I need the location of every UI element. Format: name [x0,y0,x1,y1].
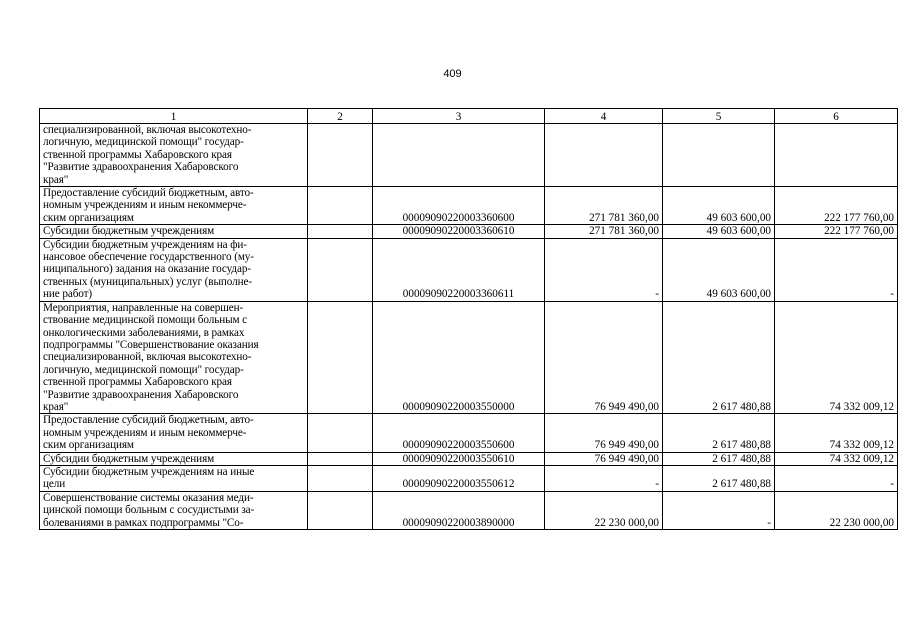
row-code: 00009090220003360610 [373,225,545,238]
table-row [40,452,898,465]
row-col6: - [775,465,898,491]
column-header-1: 1 [40,109,308,124]
table-row [40,187,898,225]
row-col6: 74 332 009,12 [775,452,898,465]
row-col5: - [663,491,775,529]
row-name: Предоставление субсидий бюджетным, авто- номным учреждениям и иным некоммерче- ским организациям [40,414,308,452]
row-col4: 271 781 360,00 [545,187,663,225]
table-row [40,301,898,414]
row-code: 00009090220003890000 [373,491,545,529]
row-code: 00009090220003550610 [373,452,545,465]
column-header-6: 6 [775,109,898,124]
row-col6: 74 332 009,12 [775,414,898,452]
table-row [40,225,898,238]
row-col2 [308,491,373,529]
table-row [40,465,898,491]
row-code: 00009090220003550612 [373,465,545,491]
row-col4: 271 781 360,00 [545,225,663,238]
column-header-3: 3 [373,109,545,124]
row-col5: 49 603 600,00 [663,187,775,225]
row-col6: - [775,238,898,301]
row-col2 [308,187,373,225]
row-col6 [775,124,898,187]
row-code [373,124,545,187]
row-col5 [663,124,775,187]
column-header-5: 5 [663,109,775,124]
row-col2 [308,465,373,491]
budget-table [39,108,898,530]
row-name: Мероприятия, направленные на совершен- ствование медицинской помощи больным с онкологическими заболеваниями, в рамках подпрограммы "Совершенствование оказания специализированной, включая высокотехно- логичную, медицинской помощи" государ- ственной программы Хабаровского края "Развитие здравоохранения Хабаровского края" [40,301,308,414]
row-col6: 74 332 009,12 [775,301,898,414]
column-header-4: 4 [545,109,663,124]
row-name: Предоставление субсидий бюджетным, авто- номным учреждениям и иным некоммерче- ским организациям [40,187,308,225]
table-row [40,124,898,187]
row-col4: 22 230 000,00 [545,491,663,529]
row-code: 00009090220003550600 [373,414,545,452]
table-header-row [40,109,898,124]
row-name: Субсидии бюджетным учреждениям на фи- нансовое обеспечение государственного (му- ниципального) задания на оказание государ- ственных (муниципальных) услуг (выполне- ние работ) [40,238,308,301]
row-col5: 2 617 480,88 [663,414,775,452]
row-col2 [308,238,373,301]
row-col5: 2 617 480,88 [663,301,775,414]
row-col5: 49 603 600,00 [663,238,775,301]
table-row [40,414,898,452]
row-col4: 76 949 490,00 [545,452,663,465]
row-col4: - [545,238,663,301]
row-col2 [308,124,373,187]
row-col5: 49 603 600,00 [663,225,775,238]
row-code: 00009090220003360600 [373,187,545,225]
row-col6: 22 230 000,00 [775,491,898,529]
row-name: Субсидии бюджетным учреждениям [40,225,308,238]
row-col6: 222 177 760,00 [775,187,898,225]
row-col5: 2 617 480,88 [663,465,775,491]
row-col2 [308,414,373,452]
row-col4 [545,124,663,187]
table-row [40,491,898,529]
row-col6: 222 177 760,00 [775,225,898,238]
page-number: 409 [443,68,462,80]
row-col2 [308,225,373,238]
row-col4: 76 949 490,00 [545,301,663,414]
row-name: специализированной, включая высокотехно- логичную, медицинской помощи" государ- ственной программы Хабаровского края "Развитие здравоохранения Хабаровского края" [40,124,308,187]
row-name: Совершенствование системы оказания меди- цинской помощи больным с сосудистыми за- болеваниями в рамках подпрограммы "Со- [40,491,308,529]
row-code: 00009090220003550000 [373,301,545,414]
table-row [40,238,898,301]
row-name: Субсидии бюджетным учреждениям [40,452,308,465]
row-col4: - [545,465,663,491]
column-header-2: 2 [308,109,373,124]
row-col2 [308,452,373,465]
row-code: 00009090220003360611 [373,238,545,301]
row-name: Субсидии бюджетным учреждениям на иные цели [40,465,308,491]
row-col4: 76 949 490,00 [545,414,663,452]
row-col5: 2 617 480,88 [663,452,775,465]
row-col2 [308,301,373,414]
